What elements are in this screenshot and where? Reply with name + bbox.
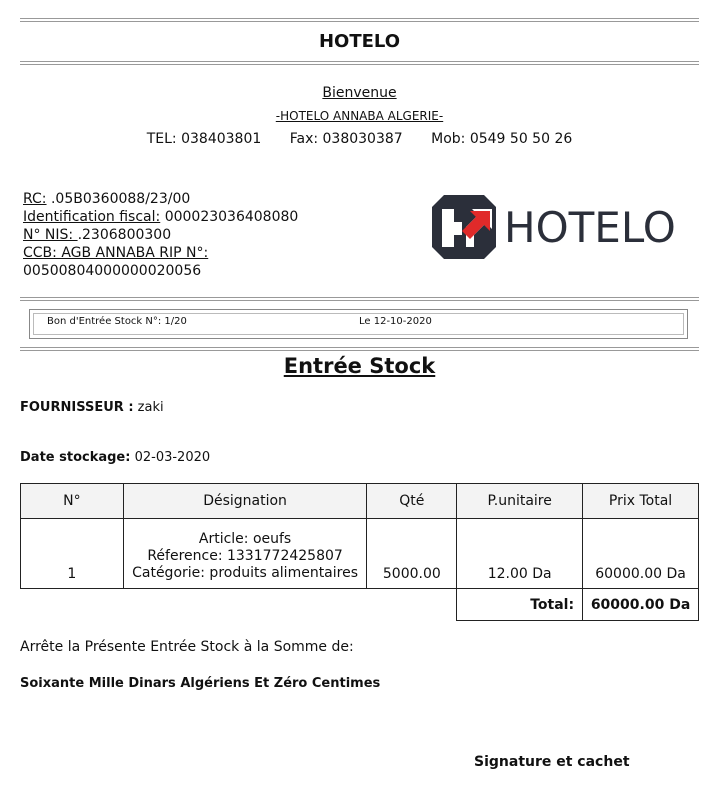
supplier-label: FOURNISSEUR :: [20, 400, 134, 415]
company-info: [23, 190, 298, 280]
arrete-text: Arrête la Présente Entrée Stock à la Somme de:: [20, 639, 354, 655]
welcome-text: Bienvenue: [322, 85, 397, 101]
cell-total-price: 60000.00 Da: [583, 519, 699, 589]
supplier-field: [20, 400, 164, 415]
bon-rule: [20, 347, 699, 348]
cell-qty: 5000.00: [367, 519, 457, 589]
total-label: Total:: [457, 589, 583, 621]
rc-label: RC:: [23, 191, 47, 207]
col-header-designation: Désignation: [123, 484, 367, 519]
info-rule: [20, 297, 699, 298]
rc-line: [23, 190, 298, 208]
cell-unit-price: 12.00 Da: [457, 519, 583, 589]
fax-text: Fax: 038030387: [289, 131, 403, 147]
date-value: 02-03-2020: [130, 450, 211, 465]
category-text: Catégorie: produits alimentaires: [132, 565, 359, 581]
ccb-value: 00500804000000020056: [23, 263, 202, 279]
fiscal-id-value: 000023036408080: [160, 209, 299, 225]
total-value: 60000.00 Da: [583, 589, 699, 621]
table-row: [21, 519, 699, 589]
title-rule: [20, 61, 699, 62]
logo-mark-icon: [432, 195, 496, 259]
contact-line: [20, 131, 699, 147]
hotelo-logo: [432, 195, 692, 259]
col-header-qty: Qté: [367, 484, 457, 519]
items-table: [20, 483, 699, 621]
table-header-row: [21, 484, 699, 519]
header-title: HOTELO: [318, 31, 401, 52]
cell-designation: [123, 519, 367, 589]
tel-text: TEL: 038403801: [146, 131, 262, 147]
rc-value: .05B0360088/23/00: [46, 191, 191, 207]
bon-date: Le 12-10-2020: [359, 316, 432, 327]
logo-wordmark: HOTELO: [504, 203, 676, 252]
signature-label: Signature et cachet: [474, 754, 630, 770]
hotel-subtitle: -HOTELO ANNABA ALGERIE-: [275, 109, 444, 123]
col-header-number: N°: [21, 484, 124, 519]
total-spacer: [21, 589, 457, 621]
ccb-label: CCB: AGB ANNABA RIP N°:: [23, 245, 209, 261]
bon-number: Bon d'Entrée Stock N°: 1/20: [47, 316, 187, 327]
nis-value: .2306800300: [77, 227, 172, 243]
fiscal-id-label: Identification fiscal:: [23, 209, 161, 225]
amount-in-words: Soixante Mille Dinars Algériens Et Zéro Centimes: [20, 676, 381, 691]
document-title: Entrée Stock: [283, 354, 436, 378]
reference-text: Réference: 1331772425807: [147, 548, 343, 564]
article-text: Article: oeufs: [198, 531, 292, 547]
date-label: Date stockage:: [20, 450, 131, 465]
info-rule-2: [20, 300, 699, 301]
top-rule-2: [20, 21, 699, 22]
supplier-value: zaki: [133, 400, 164, 415]
total-row: [21, 589, 699, 621]
fiscal-id-line: [23, 208, 298, 226]
cell-number: 1: [21, 519, 124, 589]
col-header-total-price: Prix Total: [583, 484, 699, 519]
col-header-unit-price: P.unitaire: [457, 484, 583, 519]
title-rule-2: [20, 64, 699, 65]
top-rule: [20, 18, 699, 19]
nis-label: N° NIS:: [23, 227, 78, 243]
nis-line: [23, 226, 298, 244]
date-field: [20, 450, 210, 465]
bon-rule-2: [20, 350, 699, 351]
bon-box: [29, 309, 688, 339]
mob-text: Mob: 0549 50 50 26: [431, 131, 573, 147]
